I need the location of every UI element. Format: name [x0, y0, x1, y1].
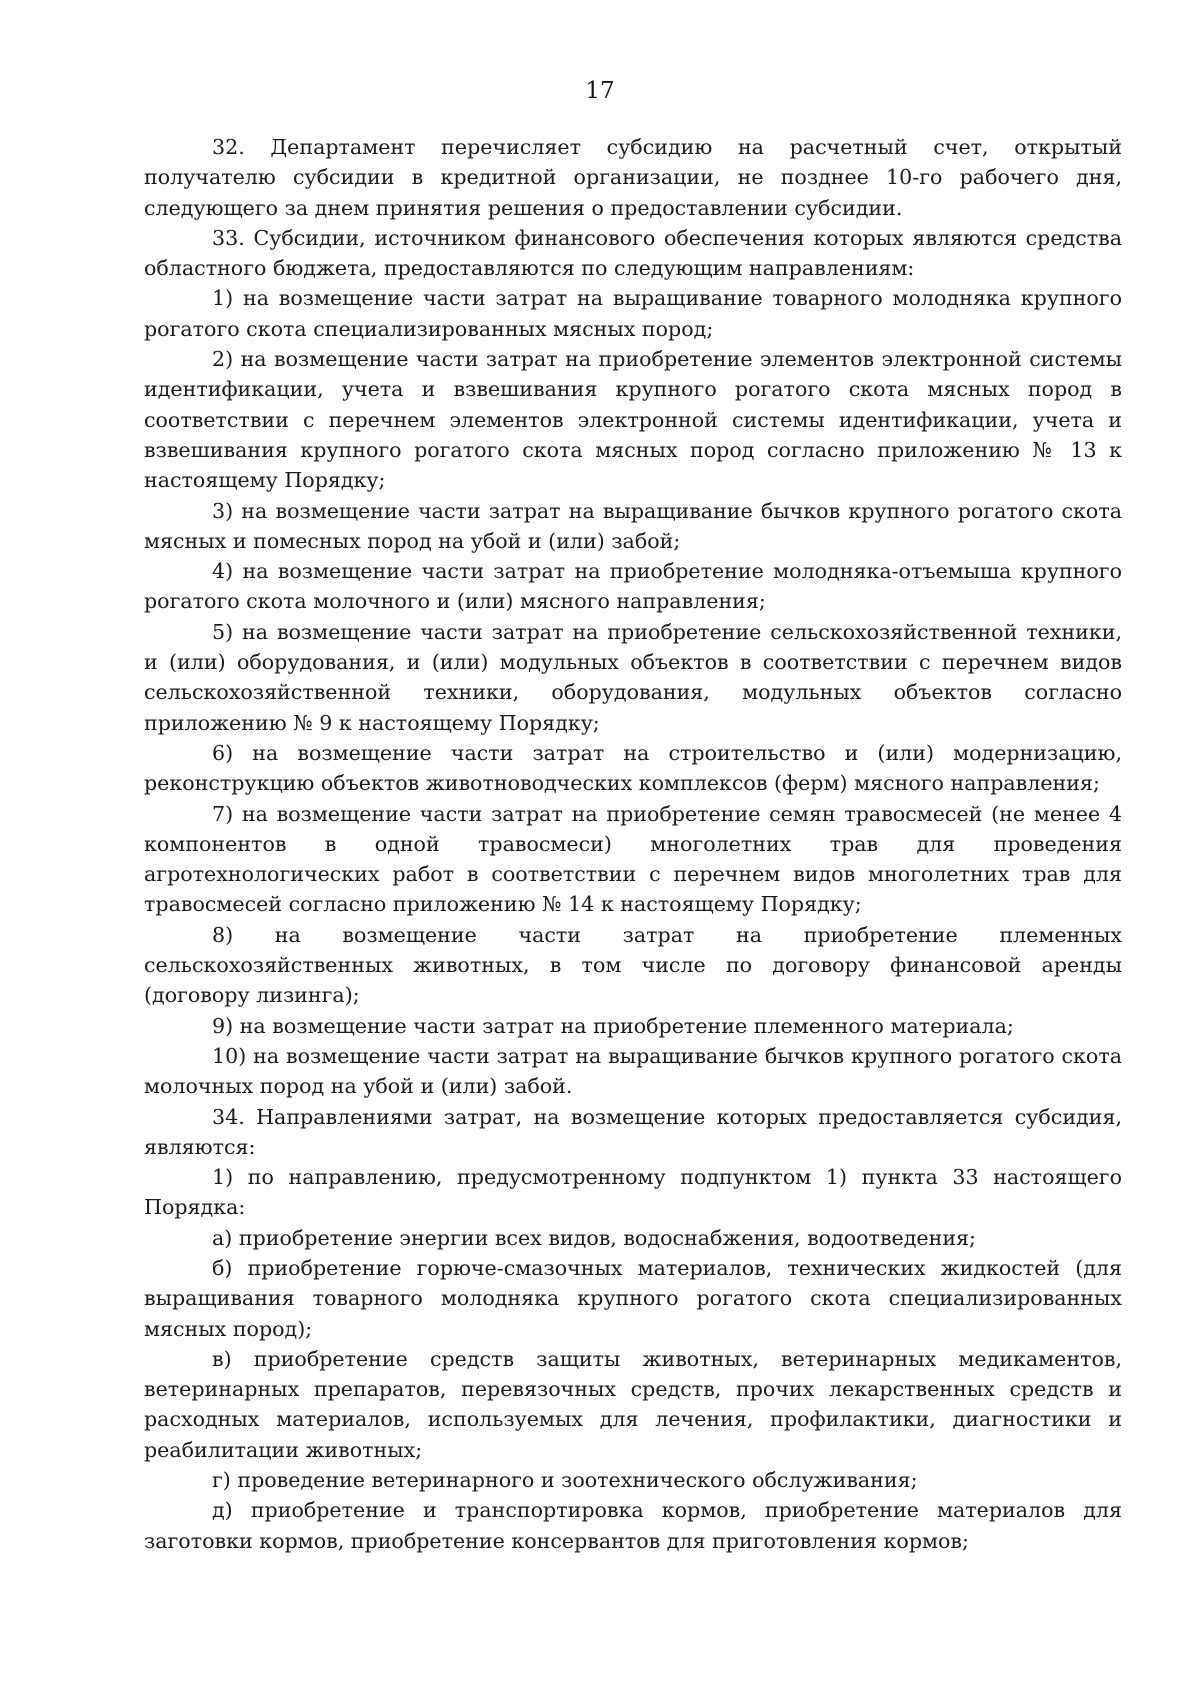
paragraph-33-item-6: 6) на возмещение части затрат на строительство и (или) модернизацию, реконструкцию объектов животноводческих комплексов (ферм) мясного направления;: [144, 740, 1122, 796]
paragraph-32: 32. Департамент перечисляет субсидию на расчетный счет, открытый получателю субсидии в кредитной организации, не позднее 10-го рабочего дня, следующего за днем принятия решения о предоставлении субсидии.: [144, 135, 1122, 220]
page-number: 17: [585, 78, 615, 104]
paragraph-33-item-5: 5) на возмещение части затрат на приобретение сельскохозяйственной техники, и (или) оборудования, и (или) модульных объектов в соответствии с перечнем видов сельскохозяйственной техники, оборудования, модульных объектов согласно приложению № 9 к настоящему Порядку;: [144, 619, 1122, 735]
paragraph-34-subitem-b: б) приобретение горюче-смазочных материалов, технических жидкостей (для выращивания товарного молодняка крупного рогатого скота специализированных мясных пород);: [144, 1255, 1122, 1341]
paragraph-33-item-4: 4) на возмещение части затрат на приобретение молодняка-отъемыша крупного рогатого скота молочного и (или) мясного направления;: [144, 559, 1122, 614]
paragraph-33-item-1: 1) на возмещение части затрат на выращивание товарного молодняка крупного рогатого скота специализированных мясных пород;: [144, 286, 1122, 341]
paragraph-33-item-8: 8) на возмещение части затрат на приобретение племенных сельскохозяйственных животных, в том числе по договору финансовой аренды (договору лизинга);: [144, 922, 1122, 1008]
paragraph-34-subitem-v: в) приобретение средств защиты животных, ветеринарных медикаментов, ветеринарных препаратов, перевязочных средств, прочих лекарственных средств и расходных материалов, используемых для лечения, профилактики, диагностики и реабилитации животных;: [144, 1346, 1122, 1462]
paragraph-33-item-9: 9) на возмещение части затрат на приобретение племенного материала;: [212, 1013, 1014, 1038]
paragraph-33: 33. Субсидии, источником финансового обеспечения которых являются средства областного бюджета, предоставляются по следующим направлениям:: [144, 225, 1122, 281]
document-body: [144, 132, 1122, 1556]
paragraph-33-item-2: 2) на возмещение части затрат на приобретение элементов электронной системы идентификации, учета и взвешивания крупного рогатого скота мясных пород в соответствии с перечнем элементов электронной системы идентификации, учета и взвешивания крупного рогатого скота мясных пород согласно приложению № 13 к настоящему Порядку;: [144, 347, 1122, 493]
paragraph-33-item-7: 7) на возмещение части затрат на приобретение семян травосмесей (не менее 4 компонентов в одной травосмеси) многолетних трав для проведения агротехнологических работ в соответствии с перечнем видов многолетних трав для травосмесей согласно приложению № 14 к настоящему Порядку;: [144, 801, 1122, 917]
paragraph-34: 34. Направлениями затрат, на возмещение которых предоставляется субсидия, являются:: [144, 1104, 1122, 1159]
paragraph-33-item-10: 10) на возмещение части затрат на выращивание бычков крупного рогатого скота молочных пород на убой и (или) забой.: [144, 1043, 1122, 1099]
paragraph-34-subitem-g: г) проведение ветеринарного и зоотехнического обслуживания;: [212, 1468, 918, 1493]
paragraph-33-item-3: 3) на возмещение части затрат на выращивание бычков крупного рогатого скота мясных и помесных пород на убой и (или) забой;: [144, 498, 1122, 553]
paragraph-34-subitem-d: д) приобретение и транспортировка кормов, приобретение материалов для заготовки кормов, приобретение консервантов для приготовления кормов;: [144, 1498, 1122, 1553]
paragraph-34-item-1: 1) по направлению, предусмотренному подпунктом 1) пункта 33 настоящего Порядка:: [144, 1165, 1122, 1220]
paragraph-34-subitem-a: а) приобретение энергии всех видов, водоснабжения, водоотведения;: [212, 1225, 976, 1250]
